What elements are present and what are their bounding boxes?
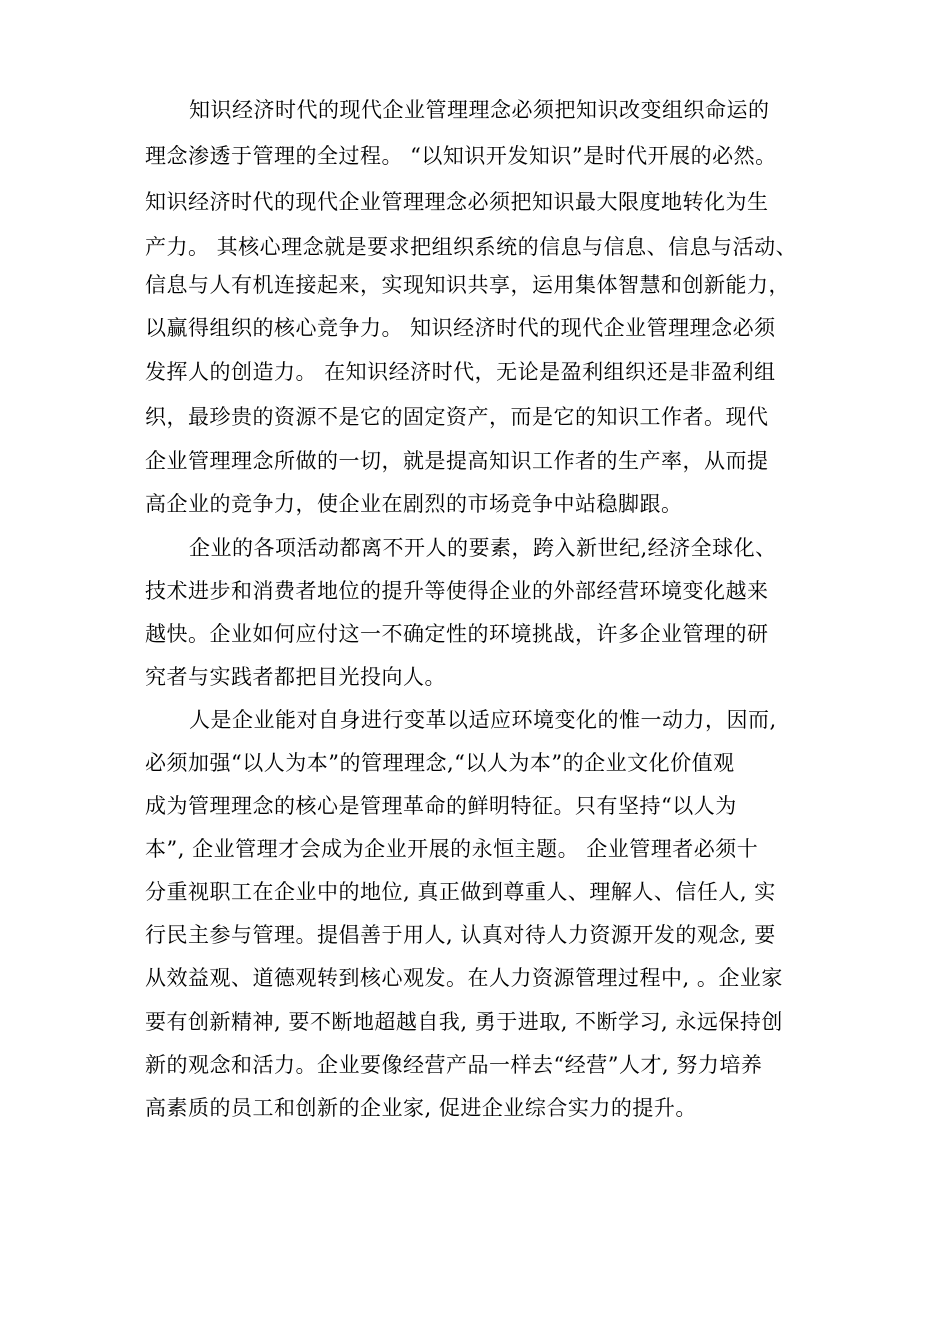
paragraph-3-line-1: 人是企业能对自身进行变革以适应环境变化的惟一动力，因而, (189, 708, 777, 732)
paragraph-1-line-8: 织，最珍贵的资源不是它的固定资产，而是它的知识工作者。现代 (145, 405, 769, 429)
paragraph-3-line-3: 成为管理理念的核心是管理革命的鲜明特征。只有坚持“以人为 (145, 794, 737, 818)
paragraph-3-line-6: 行民主参与管理。提倡善于用人, 认真对待人力资源开发的观念, 要 (145, 923, 776, 947)
paragraph-1-line-5: 信息与人有机连接起来，实现知识共享，运用集体智慧和创新能力， (145, 273, 790, 297)
paragraph-3-line-9: 新的观念和活力。企业要像经营产品一样去“经营”人才, 努力培养 (145, 1053, 763, 1077)
paragraph-2-line-1: 企业的各项活动都离不开人的要素，跨入新世纪,经济全球化、 (189, 536, 777, 560)
paragraph-1-line-9: 企业管理理念所做的一切，就是提高知识工作者的生产率，从而提 (145, 449, 769, 473)
paragraph-1-line-10: 高企业的竞争力，使企业在剧烈的市场竞争中站稳脚跟。 (145, 492, 683, 516)
paragraph-1-line-2: 理念渗透于管理的全过程。 “以知识开发知识”是时代开展的必然。 (145, 144, 777, 168)
paragraph-3-line-2: 必须加强“以人为本”的管理理念,“以人为本”的企业文化价值观 (145, 751, 735, 775)
paragraph-1-line-6: 以赢得组织的核心竞争力。 知识经济时代的现代企业管理理念必须 (145, 316, 776, 340)
paragraph-2-line-4: 究者与实践者都把目光投向人。 (145, 665, 446, 689)
paragraph-3-line-5: 分重视职工在企业中的地位, 真正做到尊重人、理解人、信任人, 实 (145, 880, 776, 904)
paragraph-3-line-10: 高素质的员工和创新的企业家, 促进企业综合实力的提升。 (145, 1096, 697, 1120)
paragraph-3-line-7: 从效益观、道德观转到核心观发。在人力资源管理过程中, 。企业家 (145, 966, 783, 990)
paragraph-1-line-7: 发挥人的创造力。 在知识经济时代，无论是盈利组织还是非盈利组 (145, 360, 776, 384)
paragraph-2-line-3: 越快。企业如何应付这一不确定性的环境挑战，许多企业管理的研 (145, 622, 769, 646)
paragraph-1-line-1: 知识经济时代的现代企业管理理念必须把知识改变组织命运的 (189, 98, 770, 122)
paragraph-3-line-4: 本”, 企业管理才会成为企业开展的永恒主题。 企业管理者必须十 (145, 837, 759, 861)
paragraph-3-line-8: 要有创新精神, 要不断地超越自我, 勇于进取, 不断学习, 永远保持创 (145, 1010, 783, 1034)
paragraph-1-line-4: 产力。 其核心理念就是要求把组织系统的信息与信息、信息与活动、 (145, 235, 798, 259)
paragraph-1-line-3: 知识经济时代的现代企业管理理念必须把知识最大限度地转化为生 (145, 190, 769, 214)
paragraph-2-line-2: 技术进步和消费者地位的提升等使得企业的外部经营环境变化越来 (145, 579, 769, 603)
